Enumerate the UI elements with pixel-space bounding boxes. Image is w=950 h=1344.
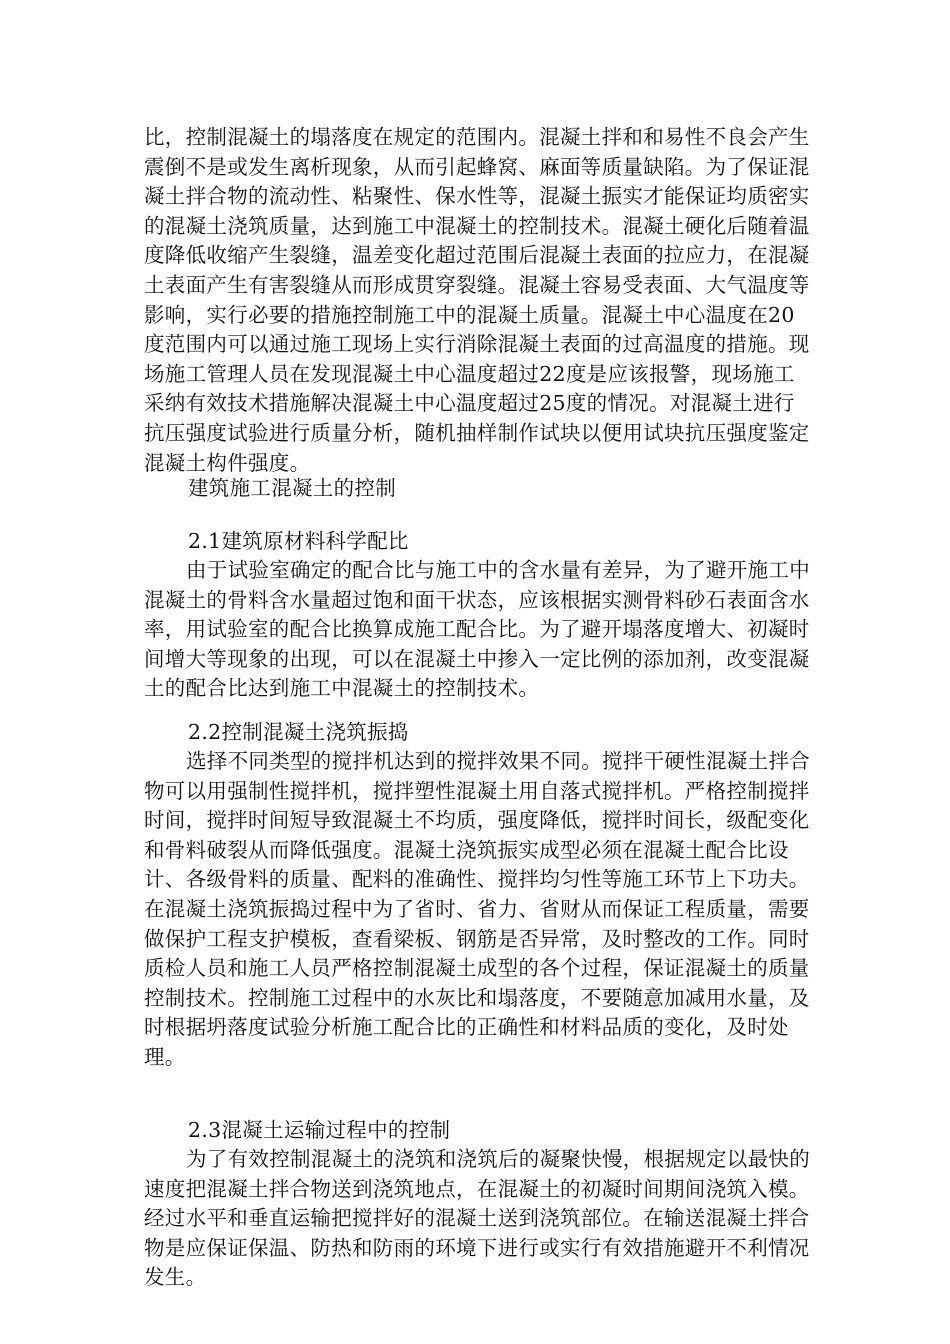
- subsection-heading-2-2: 2.2控制混凝土浇筑振捣: [188, 720, 409, 744]
- subsection-heading-2-1: 2.1建筑原材料科学配比: [188, 529, 409, 553]
- intro-paragraph: 比，控制混凝土的塌落度在规定的范围内。混凝土拌和和易性不良会产生震倒不是或发生离析现象，从而引起蜂窝、麻面等质量缺陷。为了保证混凝土拌合物的流动性、粘聚性、保水性等，混凝土振实才能保证均质密实的混凝土浇筑质量，达到施工中混凝土的控制技术。混凝土硬化后随着温度降低收缩产生裂缝，温差变化超过范围后混凝土表面的拉应力，在混凝土表面产生有害裂缝从而形成贯穿裂缝。混凝土容易受表面、大气温度等影响，实行必要的措施控制施工中的混凝土质量。混凝土中心温度在20度范围内可以通过施工现场上实行消除混凝土表面的过高温度的措施。现场施工管理人员在发现混凝土中心温度超过22度是应该报警，现场施工采纳有效技术措施解决混凝土中心温度超过25度的情况。对混凝土进行抗压强度试验进行质量分析，随机抽样制作试块以便用试块抗压强度鉴定混凝土构件强度。: [144, 125, 810, 475]
- subsection-body-2-1: 由于试验室确定的配合比与施工中的含水量有差异，为了避开施工中混凝土的骨料含水量超过饱和面干状态，应该根据实测骨料砂石表面含水率，用试验室的配合比换算成施工配合比。为了避开塌落度增大、初凝时间增大等现象的出现，可以在混凝土中掺入一定比例的添加剂，改变混凝土的配合比达到施工中混凝土的控制技术。: [144, 558, 810, 701]
- subsection-body-2-3: 为了有效控制混凝土的浇筑和浇筑后的凝聚快慢，根据规定以最快的速度把混凝土拌合物送到浇筑地点，在混凝土的初凝时间期间浇筑入模。经过水平和垂直运输把搅拌好的混凝土送到浇筑部位。在输送混凝土拌合物是应保证保温、防热和防雨的环境下进行或实行有效措施避开不利情况发生。: [144, 1147, 810, 1290]
- section-title: 建筑施工混凝土的控制: [188, 476, 396, 500]
- subsection-body-2-2: 选择不同类型的搅拌机达到的搅拌效果不同。搅拌干硬性混凝土拌合物可以用强制性搅拌机，搅拌塑性混凝土用自落式搅拌机。严格控制搅拌时间，搅拌时间短导致混凝土不均质，强度降低，搅拌时间长，级配变化和骨料破裂从而降低强度。混凝土浇筑振实成型必须在混凝土配合比设计、各级骨料的质量、配料的准确性、搅拌均匀性等施工环节上下功夫。在混凝土浇筑振捣过程中为了省时、省力、省财从而保证工程质量，需要做保护工程支护模板，查看梁板、钢筋是否异常，及时整改的工作。同时质检人员和施工人员严格控制混凝土成型的各个过程，保证混凝土的质量控制技术。控制施工过程中的水灰比和塌落度，不要随意加减用水量，及时根据坍落度试验分析施工配合比的正确性和材料品质的变化，及时处理。: [144, 749, 810, 1069]
- subsection-heading-2-3: 2.3混凝土运输过程中的控制: [188, 1118, 451, 1142]
